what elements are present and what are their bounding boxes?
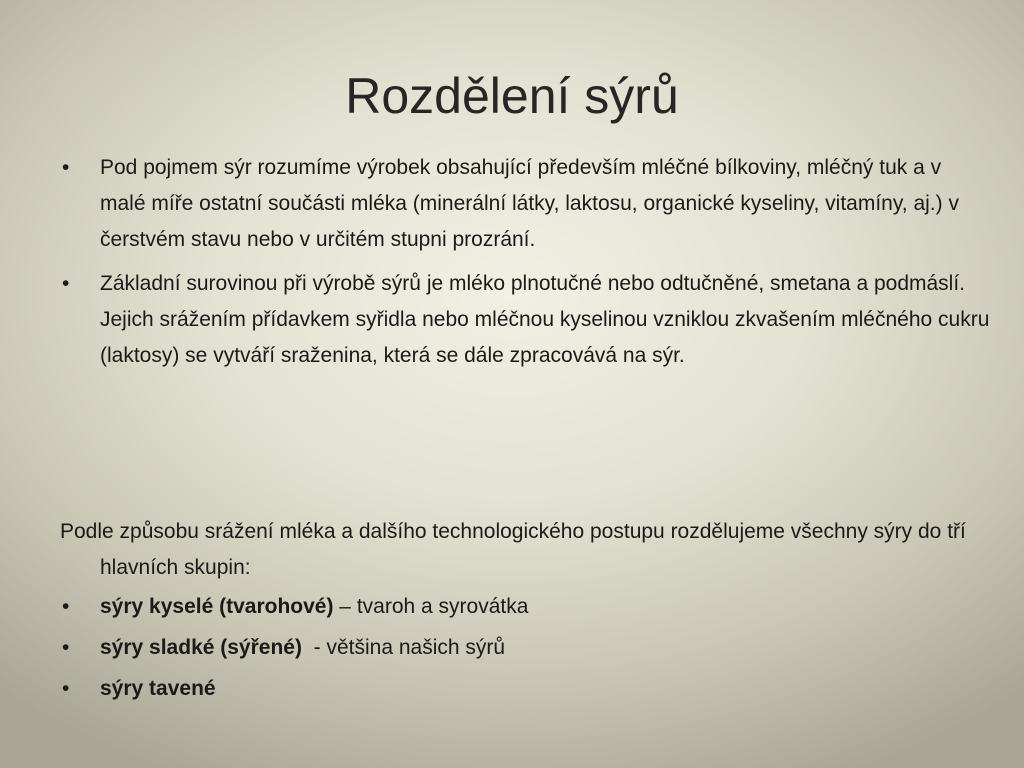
groups-intro: Podle způsobu srážení mléka a dalšího technologického postupu rozdělujeme všechny sýry do tří hlavních skupin: bbox=[60, 520, 966, 579]
cheese-group-name: sýry tavené bbox=[100, 677, 216, 700]
cheese-group-desc: - většina našich sýrů bbox=[301, 636, 506, 659]
cheese-group-name: sýry kyselé (tvarohové) bbox=[100, 595, 334, 618]
bullet-text: Základní surovinou při výrobě sýrů je mléko plnotučné nebo odtučněné, smetana a podmáslí. Jejich srážením přídavkem syřidla nebo mléčnou kyselinou vzniklou zkvašením mléčného cukru (laktosy) se vytváří sraženina, která se dále zpracovává na sýr. bbox=[100, 272, 990, 367]
cheese-group-desc: – tvaroh a syrovátka bbox=[333, 595, 529, 618]
bullet-item bbox=[60, 266, 990, 374]
cheese-group-item bbox=[60, 589, 990, 625]
cheese-group-item bbox=[60, 630, 990, 666]
cheese-group-name: sýry sladké (sýřené) bbox=[100, 636, 302, 659]
bullet-icon: • bbox=[62, 677, 70, 700]
bullet-list bbox=[60, 150, 990, 382]
bullet-item bbox=[60, 150, 990, 258]
bullet-text: Pod pojmem sýr rozumíme výrobek obsahující především mléčné bílkoviny, mléčný tuk a v malé míře ostatní součásti mléka (minerální látky, laktosu, organické kyseliny, vitamíny, aj.) v čerstvém stavu nebo v určitém stupni prozrání. bbox=[100, 156, 959, 251]
bullet-icon: • bbox=[62, 595, 70, 618]
slide-title: Rozdělení sýrů bbox=[345, 68, 679, 124]
cheese-groups-list bbox=[60, 589, 990, 712]
cheese-group-item bbox=[60, 671, 990, 707]
bullet-icon: • bbox=[62, 272, 70, 295]
bullet-icon: • bbox=[62, 156, 70, 179]
bullet-icon: • bbox=[62, 636, 70, 659]
